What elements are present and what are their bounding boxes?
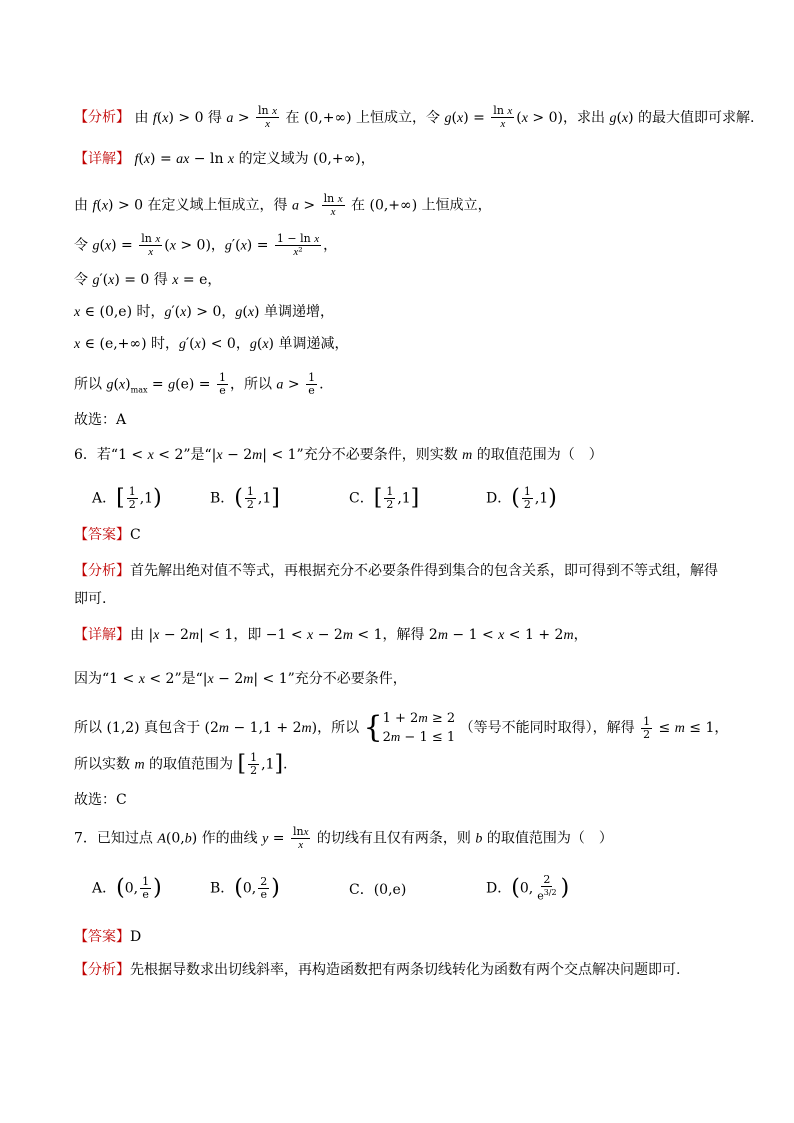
q6-detail-line-2: 因为“1 < x < 2”是“|x − 2m| < 1”充分不必要条件， (74, 671, 407, 687)
q5-detail-line-6: x ∈ (e,+∞) 时，g′(x) < 0，g(x) 单调递减， (74, 336, 349, 352)
q5-analysis-text: 由 f(x) > 0 得 a > $\frac{\text{ln x}}{x}$ 在 (0,+∞) 上恒成立，令 g(x) = $\frac{\text{ln x}}{x}$ (x > 0)，求出 g(x) 的最大值即可求解. (134, 104, 755, 130)
analysis-tag: 【分析】 (74, 962, 130, 978)
q6-analysis-line (74, 557, 724, 613)
q5-detail-line-3: 令 g(x) = $\frac{\text{ln x}}{x}$ (x > 0)，g′(x) = $\frac{\text{1 − ln x}}{\text{x²}}$ ， (74, 232, 338, 258)
q7-answer: D (130, 929, 142, 945)
q6-stem: 6．若“1 < x < 2”是“|x − 2m| < 1”充分不必要条件，则实数 m 的取值范围为（ ） (74, 447, 603, 463)
q7-analysis-line (74, 960, 680, 980)
q5-detail-line-2: 由 f(x) > 0 在定义域上恒成立，得 a > $\frac{\text{ln x}}{x}$ 在 (0,+∞) 上恒成立， (74, 192, 492, 218)
q6-answer: C (130, 527, 141, 543)
q5-detail-line-4: 令 g′(x) = 0 得 x = e， (74, 272, 222, 288)
q5-conclusion: 故选：A (74, 412, 127, 428)
q6-answer-line (74, 525, 141, 545)
answer-tag: 【答案】 (74, 527, 130, 543)
analysis-tag: 【分析】 (74, 109, 130, 126)
answer-tag: 【答案】 (74, 929, 130, 945)
q5-analysis-line (74, 105, 755, 130)
q7-option-d[interactable]: D．(0, $\frac{2}{e^{3/2}}$ ) (486, 873, 570, 903)
q6-option-a[interactable]: A．[ $\frac{1}{2}$ ,1) (92, 485, 162, 511)
q7-option-a[interactable]: A．(0, $\frac{1}{e}$ ) (92, 875, 162, 901)
q6-detail-line-3: 所以 (1,2) 真包含于 (2m − 1,1 + 2m)，所以 { 1 + 2m ≥ 2 2m − 1 ≤ 1 （等号不能同时取得），解得 $\frac{1}{2}$ ≤ m ≤ 1， (74, 710, 729, 745)
q5-detail-line-5: x ∈ (0,e) 时，g′(x) > 0，g(x) 单调递增， (74, 304, 334, 320)
q6-analysis-text: 首先解出绝对值不等式，再根据充分不必要条件得到集合的包含关系，即可得到不等式组，解得即可. (74, 563, 718, 607)
q7-option-c[interactable]: C．(0,e) (349, 882, 407, 898)
q6-option-c[interactable]: C．[ $\frac{1}{2}$ ,1] (349, 485, 420, 511)
detail-tag: 【详解】 (74, 627, 130, 643)
q6-option-d[interactable]: D．( $\frac{1}{2}$ ,1) (486, 485, 557, 511)
q6-option-b[interactable]: B．( $\frac{1}{2}$ ,1] (210, 485, 280, 511)
q7-analysis-text: 先根据导数求出切线斜率，再构造函数把有两条切线转化为函数有两个交点解决问题即可. (130, 962, 681, 978)
q7-answer-line (74, 927, 141, 947)
q7-option-b[interactable]: B．(0, $\frac{2}{e}$ ) (210, 875, 280, 901)
q6-conclusion: 故选：C (74, 792, 127, 808)
q6-detail-line-1: 【详解】由 |x − 2m| < 1，即 −1 < x − 2m < 1，解得 2m − 1 < x < 1 + 2m， (74, 627, 588, 643)
q5-detail-line-1: 【详解】 f(x) = ax − ln x 的定义域为 (0,+∞)， (74, 151, 375, 167)
detail-tag: 【详解】 (74, 151, 130, 167)
q7-stem: 7．已知过点 A(0,b) 作的曲线 y = $\frac{\ln x}{x}$ 的切线有且仅有两条，则 b 的取值范围为（ ） (74, 825, 613, 851)
q6-detail-line-4: 所以实数 m 的取值范围为 [ $\frac{1}{2}$ ,1]. (74, 751, 288, 777)
q5-detail-line-7: 所以 $g(x)_{max} = g(e)$ = $\frac{1}{e}$ ，所以 a > $\frac{1}{e}$ . (74, 371, 324, 397)
analysis-tag: 【分析】 (74, 563, 130, 579)
